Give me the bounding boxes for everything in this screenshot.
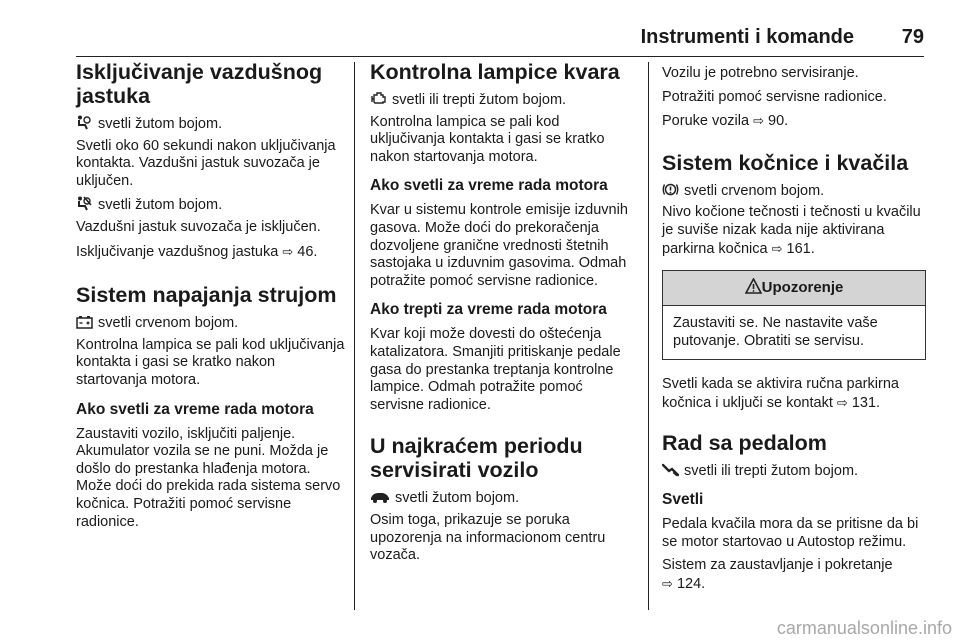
- airbag-reference: Isključivanje vazdušnog jastuka ⇨ 46.: [76, 243, 318, 260]
- page-ref-icon: ⇨: [836, 394, 848, 410]
- power-line: svetli crvenom bojom.: [76, 314, 348, 333]
- pedal-para-2: Sistem za zaustavljanje i pokretanje ⇨ 124.: [662, 557, 893, 592]
- page-header: [76, 26, 924, 57]
- airbag-para-1: Svetli oko 60 sekundi nakon uključivanja kontakta. Vazdušni jastuk suvozača je uključen.: [76, 137, 336, 189]
- power-sub-para: Zaustaviti vozilo, isključiti paljenje. Akumulator vozila se ne puni. Možda je došlo do prestanka hlađenja motora. Može doći do prekida rada sistema servo kočnica. Potražiti pomoć servisne radionice.: [76, 425, 341, 530]
- warning-body: [663, 306, 925, 359]
- fault-subheading-1: Ako svetli za vreme rada motora: [370, 177, 608, 195]
- brake-icon: [662, 182, 679, 197]
- vehicle-messages-ref: Poruke vozila ⇨ 90.: [662, 113, 789, 130]
- page-ref[interactable]: 131.: [851, 394, 881, 411]
- column-3: [662, 60, 926, 594]
- pedal-subheading: Svetli: [662, 491, 704, 509]
- airbag-icon: [76, 115, 93, 130]
- page-number: 79: [901, 26, 924, 48]
- section-heading-fault: Kontrolna lampice kvara: [370, 60, 620, 84]
- column-divider: [354, 62, 355, 610]
- page-ref[interactable]: 161.: [786, 240, 815, 257]
- service-needed: Vozilu je potrebno servisiranje.: [662, 65, 859, 81]
- page-ref-icon: ⇨: [662, 575, 673, 591]
- fault-para: Kontrolna lampica se pali kod uključivanja kontakta i gasi se kratko nakon startovanja motora.: [370, 113, 605, 165]
- power-subheading: Ako svetli za vreme rada motora: [76, 400, 314, 418]
- column-divider: [648, 62, 649, 610]
- header-title: Instrumenti i komande: [640, 26, 854, 48]
- section-heading-airbag: Isključivanje vazdušnog jastuka: [76, 60, 323, 108]
- page-ref[interactable]: 124.: [676, 575, 706, 592]
- service-line: svetli žutom bojom.: [370, 489, 632, 508]
- power-para: Kontrolna lampica se pali kod uključivanja kontakta i gasi se kratko nakon startovanja motora.: [76, 336, 345, 388]
- warning-title: Upozorenje: [761, 279, 844, 297]
- page-ref[interactable]: 46.: [297, 243, 318, 260]
- fault-sub2-para: Kvar koji može dovesti do oštećenja katalizatora. Smanjiti pritiskanje pedale gasa do prestanka treptanja kontrolne lampice. Odmah potražite pomoć servisne radionice.: [370, 326, 621, 413]
- brake-para: Nivo kočione tečnosti i tečnosti u kvačilu je suviše nizak kada nije aktivirana parkirna kočnica ⇨ 161.: [662, 204, 921, 257]
- watermark: carmanualsonline.info: [776, 618, 952, 638]
- warning-text: Zaustaviti se. Ne nastavite vaše putovanje. Obratiti se servisu.: [673, 315, 878, 349]
- section-heading-pedal: Rad sa pedalom: [662, 430, 827, 455]
- engine-icon: [370, 91, 387, 106]
- battery-icon: [76, 314, 93, 329]
- parking-brake-para: Svetli kada se aktivira ručna parkirna kočnica i uključi se kontakt ⇨ 131.: [662, 376, 899, 411]
- column-2: [370, 60, 632, 565]
- service-para: Osim toga, prikazuje se poruka upozorenja na informacionom centru vozača.: [370, 511, 606, 564]
- pedal-line: svetli ili trepti žutom bojom.: [662, 462, 926, 481]
- page-ref[interactable]: 90.: [768, 113, 789, 130]
- warning-box: [662, 270, 926, 360]
- section-heading-brake: Sistem kočnice i kvačila: [662, 150, 909, 175]
- airbag-off-line: svetli žutom bojom.: [76, 196, 348, 215]
- warning-header: [663, 271, 925, 306]
- brake-line: svetli crvenom bojom.: [662, 182, 926, 201]
- airbag-para-2: Vazdušni jastuk suvozača je isključen.: [76, 218, 321, 235]
- fault-subheading-2: Ako trepti za vreme rada motora: [370, 301, 607, 319]
- fault-sub1-para: Kvar u sistemu kontrole emisije izduvnih gasova. Može doći do prekoračenja dozvoljene granične vrednosti štetnih sastojaka u izduvnim gasovima. Odmah potražite pomoć servisne radionice.: [370, 202, 628, 289]
- section-heading-service: U najkraćem periodu servisirati vozilo: [370, 434, 583, 483]
- service-wrench-car-icon: [370, 489, 390, 504]
- airbag-off-icon: [76, 196, 93, 211]
- column-1: [76, 60, 348, 531]
- pedal-icon: [662, 462, 679, 477]
- airbag-on-line: svetli žutom bojom.: [76, 115, 348, 134]
- warning-triangle-icon: [745, 278, 762, 294]
- page-ref-icon: ⇨: [753, 113, 764, 129]
- page-ref-icon: ⇨: [282, 243, 294, 259]
- page-ref-icon: ⇨: [771, 240, 783, 256]
- section-heading-power: Sistem napajanja strujom: [76, 283, 337, 308]
- pedal-para-1: Pedala kvačila mora da se pritisne da bi se motor startovao u Autostop režimu.: [662, 516, 919, 550]
- service-contact: Potražiti pomoć servisne radionice.: [662, 88, 887, 105]
- fault-line: svetli ili trepti žutom bojom.: [370, 91, 632, 110]
